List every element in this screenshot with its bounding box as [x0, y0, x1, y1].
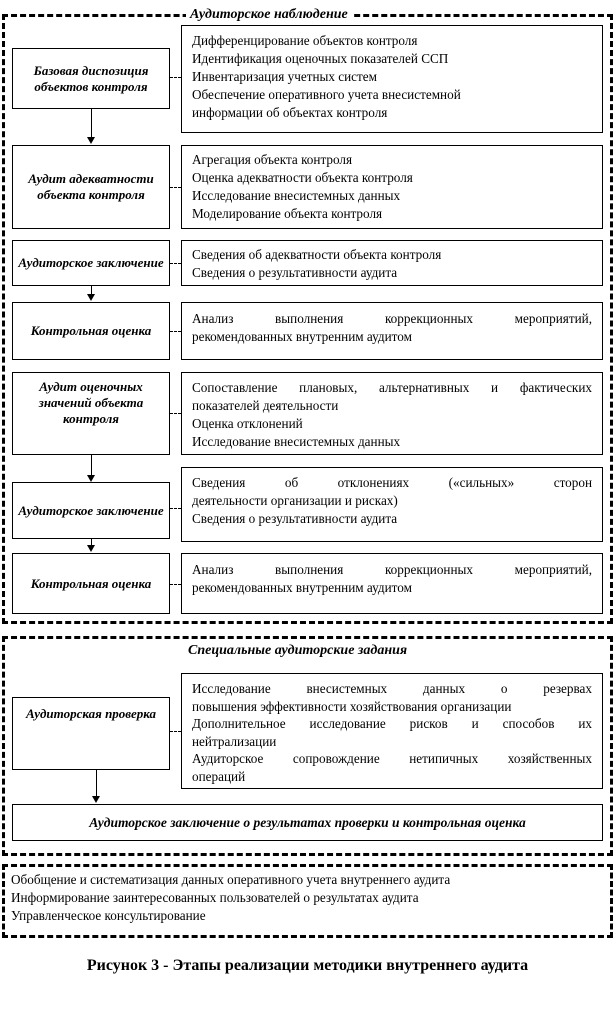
section-audit-observation-title: Аудиторское наблюдение — [186, 7, 352, 23]
detail-line: Сведения о результативности аудита — [192, 511, 398, 526]
stage-control-assessment-2: Контрольная оценка — [12, 553, 170, 614]
detail-line: Агрегация объекта контроля — [192, 152, 353, 167]
arrow-head — [87, 137, 95, 144]
arrow-head — [87, 294, 95, 301]
figure-caption: Рисунок 3 - Этапы реализации методики внутреннего аудита — [86, 957, 529, 974]
detail-line: Оценка адекватности объекта контроля — [192, 170, 413, 185]
stage-audit-conclusion-2-details — [181, 467, 603, 542]
connector — [170, 187, 181, 188]
stage-estimate-values-audit-details — [181, 372, 603, 455]
detail-line: Дифференцирование объектов контроля — [192, 33, 418, 48]
detail-line: Сведения о результативности аудита — [192, 265, 398, 280]
summary-lines — [3, 870, 603, 925]
detail-line: Анализ выполнения коррекционных мероприятий, — [192, 311, 592, 326]
connector — [170, 263, 181, 264]
detail-line: нейтрализации — [192, 733, 277, 749]
detail-line: Оценка отклонений — [192, 416, 303, 431]
stage-control-assessment-1-details — [181, 302, 603, 360]
stage-base-disposition: Базовая диспозиция объектов контроля — [12, 48, 170, 109]
flow-arrow — [91, 286, 92, 294]
detail-line: Идентификация оценочных показателей ССП — [192, 51, 449, 66]
connector — [170, 584, 181, 585]
stage-audit-conclusion-2: Аудиторское заключение — [12, 482, 170, 539]
stage-audit-conclusion-1: Аудиторское заключение — [12, 240, 170, 286]
flow-arrow — [96, 770, 97, 796]
detail-line: рекомендованных внутренним аудитом — [192, 580, 412, 595]
stage-adequacy-audit-details — [181, 145, 603, 229]
detail-line: Сведения об адекватности объекта контроля — [192, 247, 442, 262]
stage-estimate-values-audit: Аудит оценочных значений объекта контроля — [12, 372, 170, 455]
detail-line: рекомендованных внутренним аудитом — [192, 329, 412, 344]
detail-line: Дополнительное исследование рисков и способов их — [192, 716, 592, 731]
detail-line: Анализ выполнения коррекционных мероприятий, — [192, 562, 592, 577]
stage-audit-check-details — [181, 673, 603, 789]
final-audit-conclusion: Аудиторское заключение о результатах проверки и контрольная оценка — [12, 804, 603, 841]
arrow-head — [87, 475, 95, 482]
flow-arrow — [91, 455, 92, 475]
detail-line: информации об объектах контроля — [192, 105, 388, 120]
flow-arrow — [91, 109, 92, 137]
arrow-head — [92, 796, 100, 803]
summary-line: Информирование заинтересованных пользователей о результатах аудита — [11, 890, 419, 905]
detail-line: повышения эффективности хозяйствования организации — [192, 698, 512, 714]
stage-control-assessment-1: Контрольная оценка — [12, 302, 170, 360]
detail-line: Сведения об отклонениях («сильных» сторон — [192, 475, 592, 490]
connector — [170, 731, 181, 732]
stage-adequacy-audit: Аудит адекватности объекта контроля — [12, 145, 170, 229]
detail-line: Обеспечение оперативного учета внесистемной — [192, 87, 461, 102]
summary-line: Обобщение и систематизация данных оперативного учета внутреннего аудита — [11, 872, 451, 887]
connector — [170, 508, 181, 509]
detail-line: Инвентаризация учетных систем — [192, 69, 377, 84]
stage-audit-check: Аудиторская проверка — [12, 697, 170, 770]
detail-line: деятельности организации и рисках) — [192, 493, 398, 508]
detail-line: Исследование внесистемных данных — [192, 188, 401, 203]
connector — [170, 77, 181, 78]
detail-line: Исследование внесистемных данных — [192, 434, 401, 449]
stage-base-disposition-details — [181, 25, 603, 133]
section-special-tasks-title: Специальные аудиторские задания — [184, 643, 411, 659]
stage-control-assessment-2-details — [181, 553, 603, 614]
detail-line: показателей деятельности — [192, 398, 339, 413]
connector — [170, 331, 181, 332]
summary-line: Управленческое консультирование — [11, 908, 206, 923]
detail-line: Аудиторское сопровождение нетипичных хозяйственных — [192, 751, 592, 766]
stage-audit-conclusion-1-details — [181, 240, 603, 286]
detail-line: операций — [192, 768, 246, 784]
detail-line: Исследование внесистемных данных о резервах — [192, 681, 592, 696]
detail-line: Сопоставление плановых, альтернативных и фактических — [192, 380, 592, 395]
connector — [170, 413, 181, 414]
arrow-head — [87, 545, 95, 552]
detail-line: Моделирование объекта контроля — [192, 206, 383, 221]
